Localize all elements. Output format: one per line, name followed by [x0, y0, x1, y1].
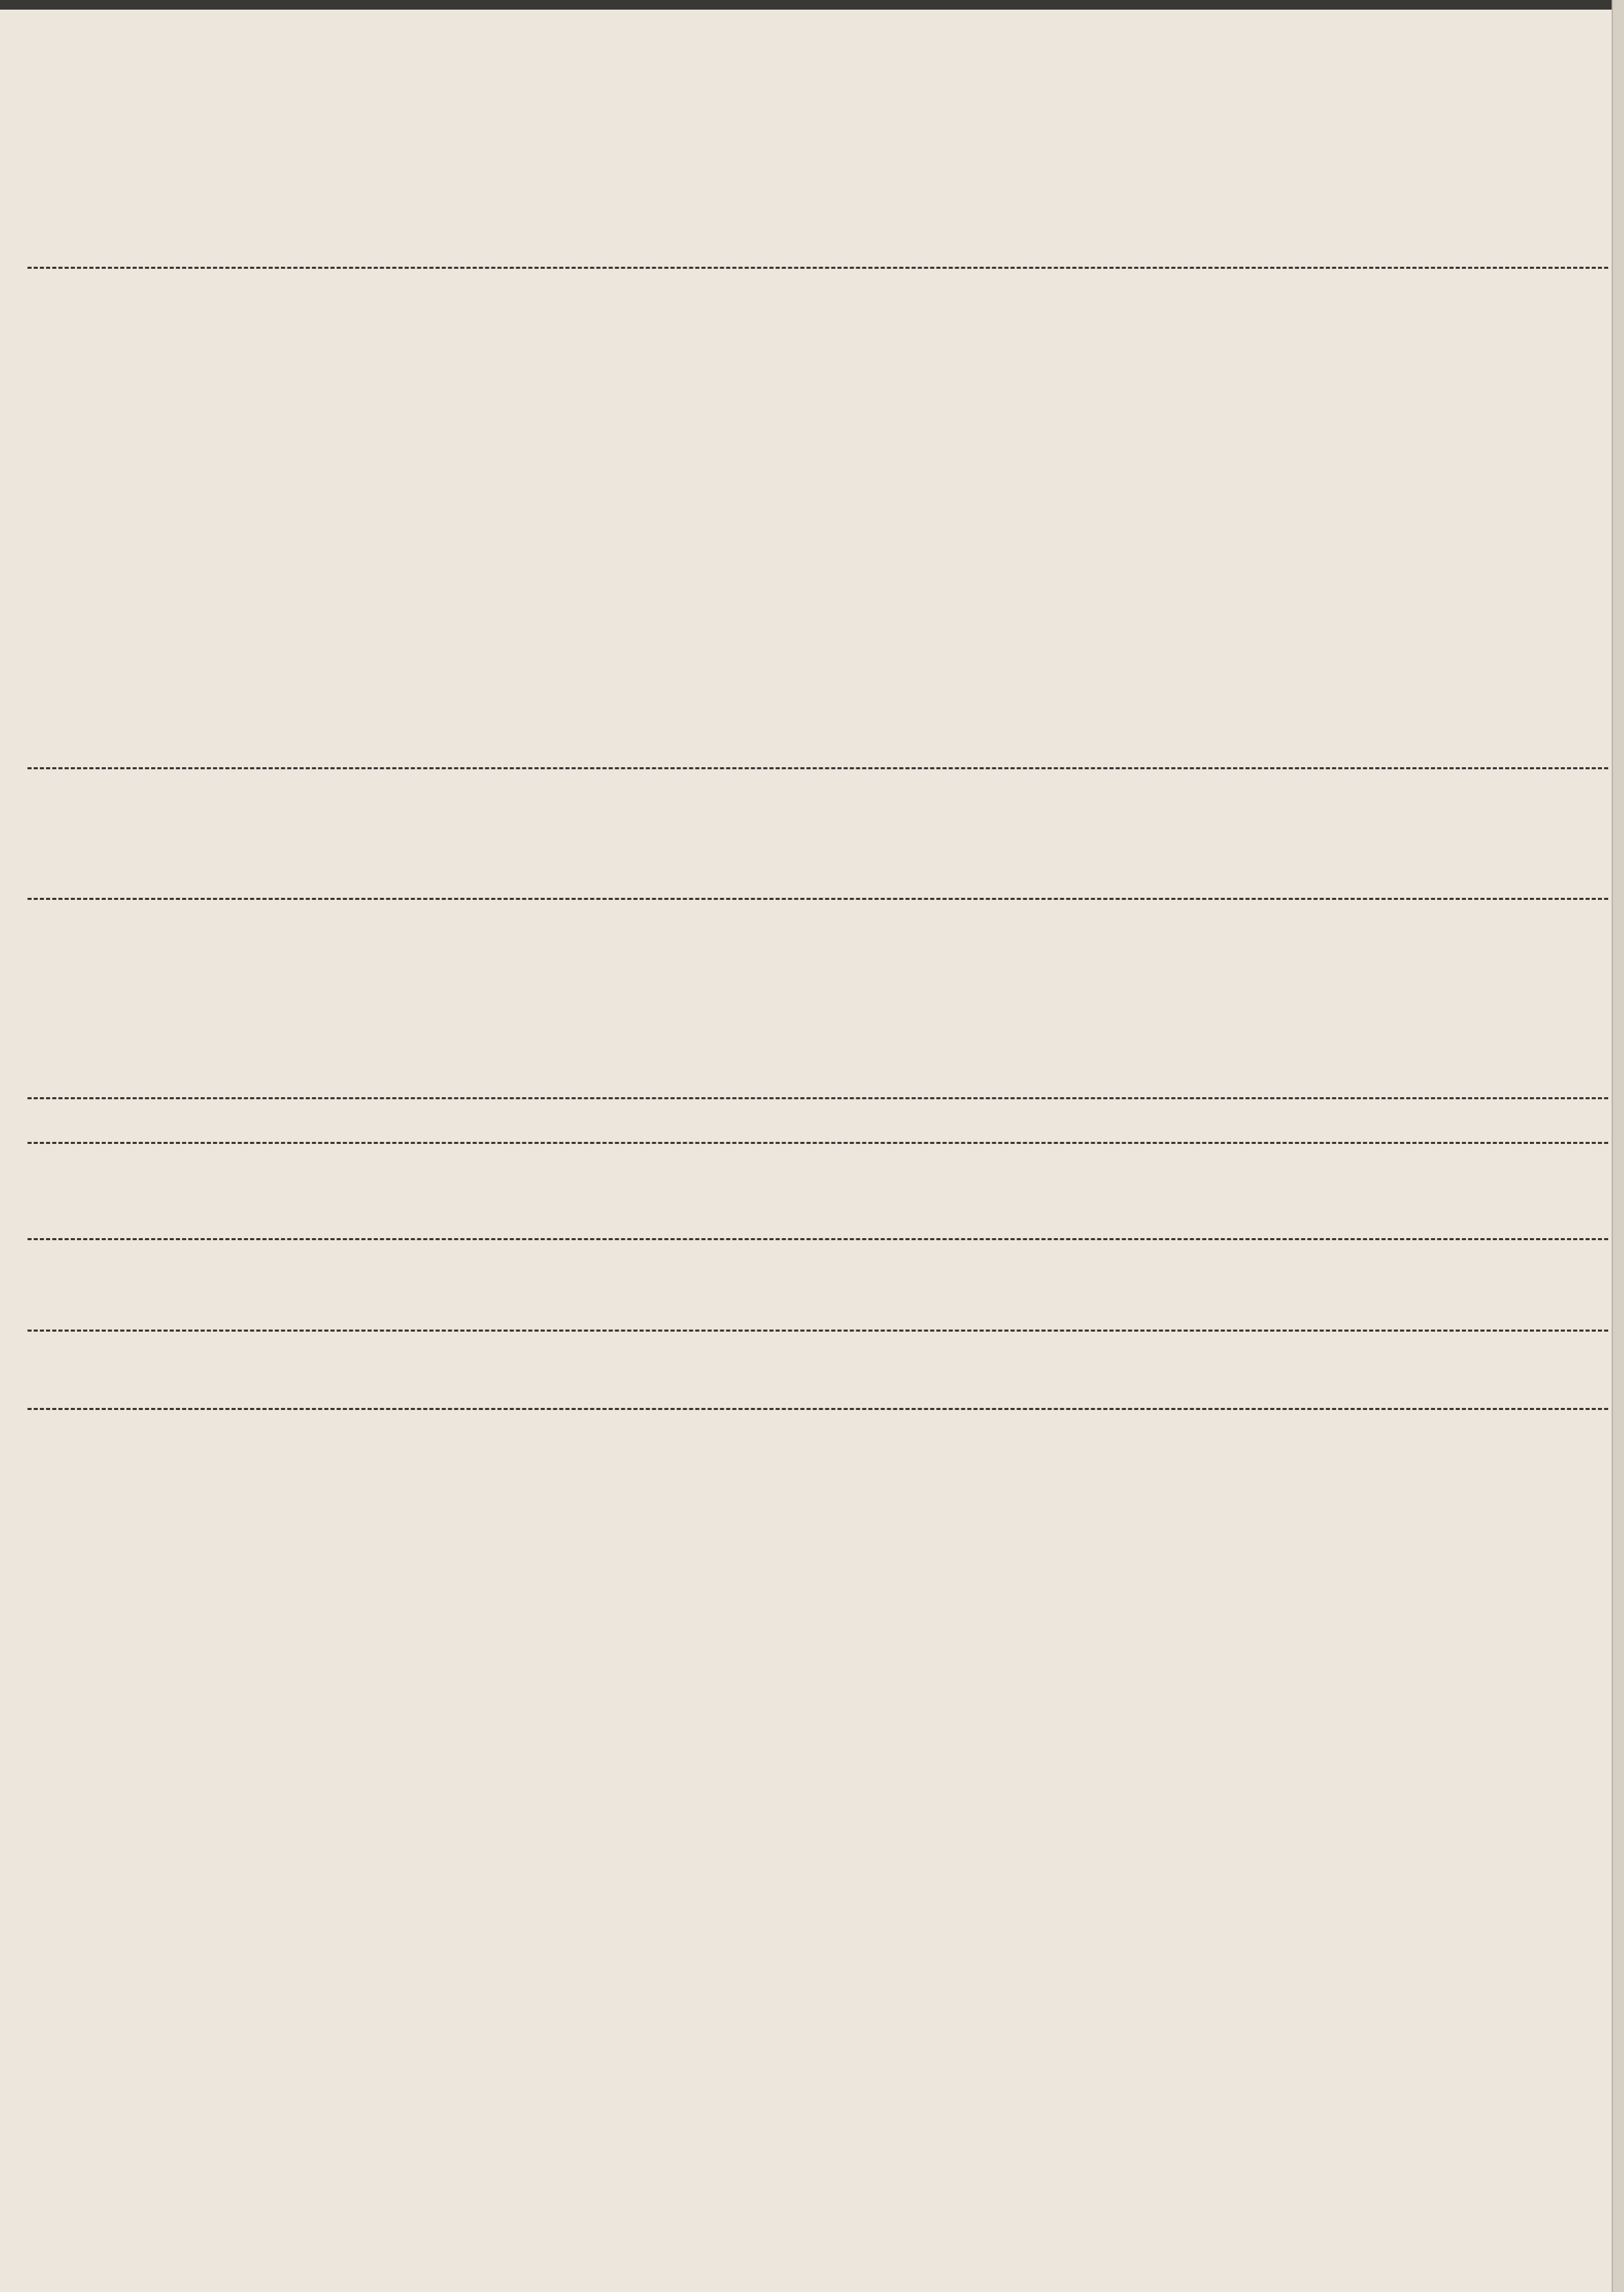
aerological-chart — [48, 1464, 1313, 2207]
divider — [27, 1404, 1608, 1414]
scan-top-edge — [0, 0, 1624, 10]
weather-report-page — [27, 76, 1608, 1086]
ausland-header — [27, 794, 1608, 890]
divider — [27, 1325, 1608, 1336]
divider — [27, 263, 1608, 273]
main-table-header — [27, 158, 1608, 254]
divider — [27, 894, 1608, 904]
divider — [27, 763, 1608, 773]
divider — [27, 1234, 1608, 1244]
page-spine — [1612, 0, 1624, 2292]
divider — [27, 1138, 1608, 1148]
astro-header — [27, 1156, 1608, 1228]
divider — [27, 1093, 1608, 1103]
station-key — [1346, 1464, 1370, 1825]
